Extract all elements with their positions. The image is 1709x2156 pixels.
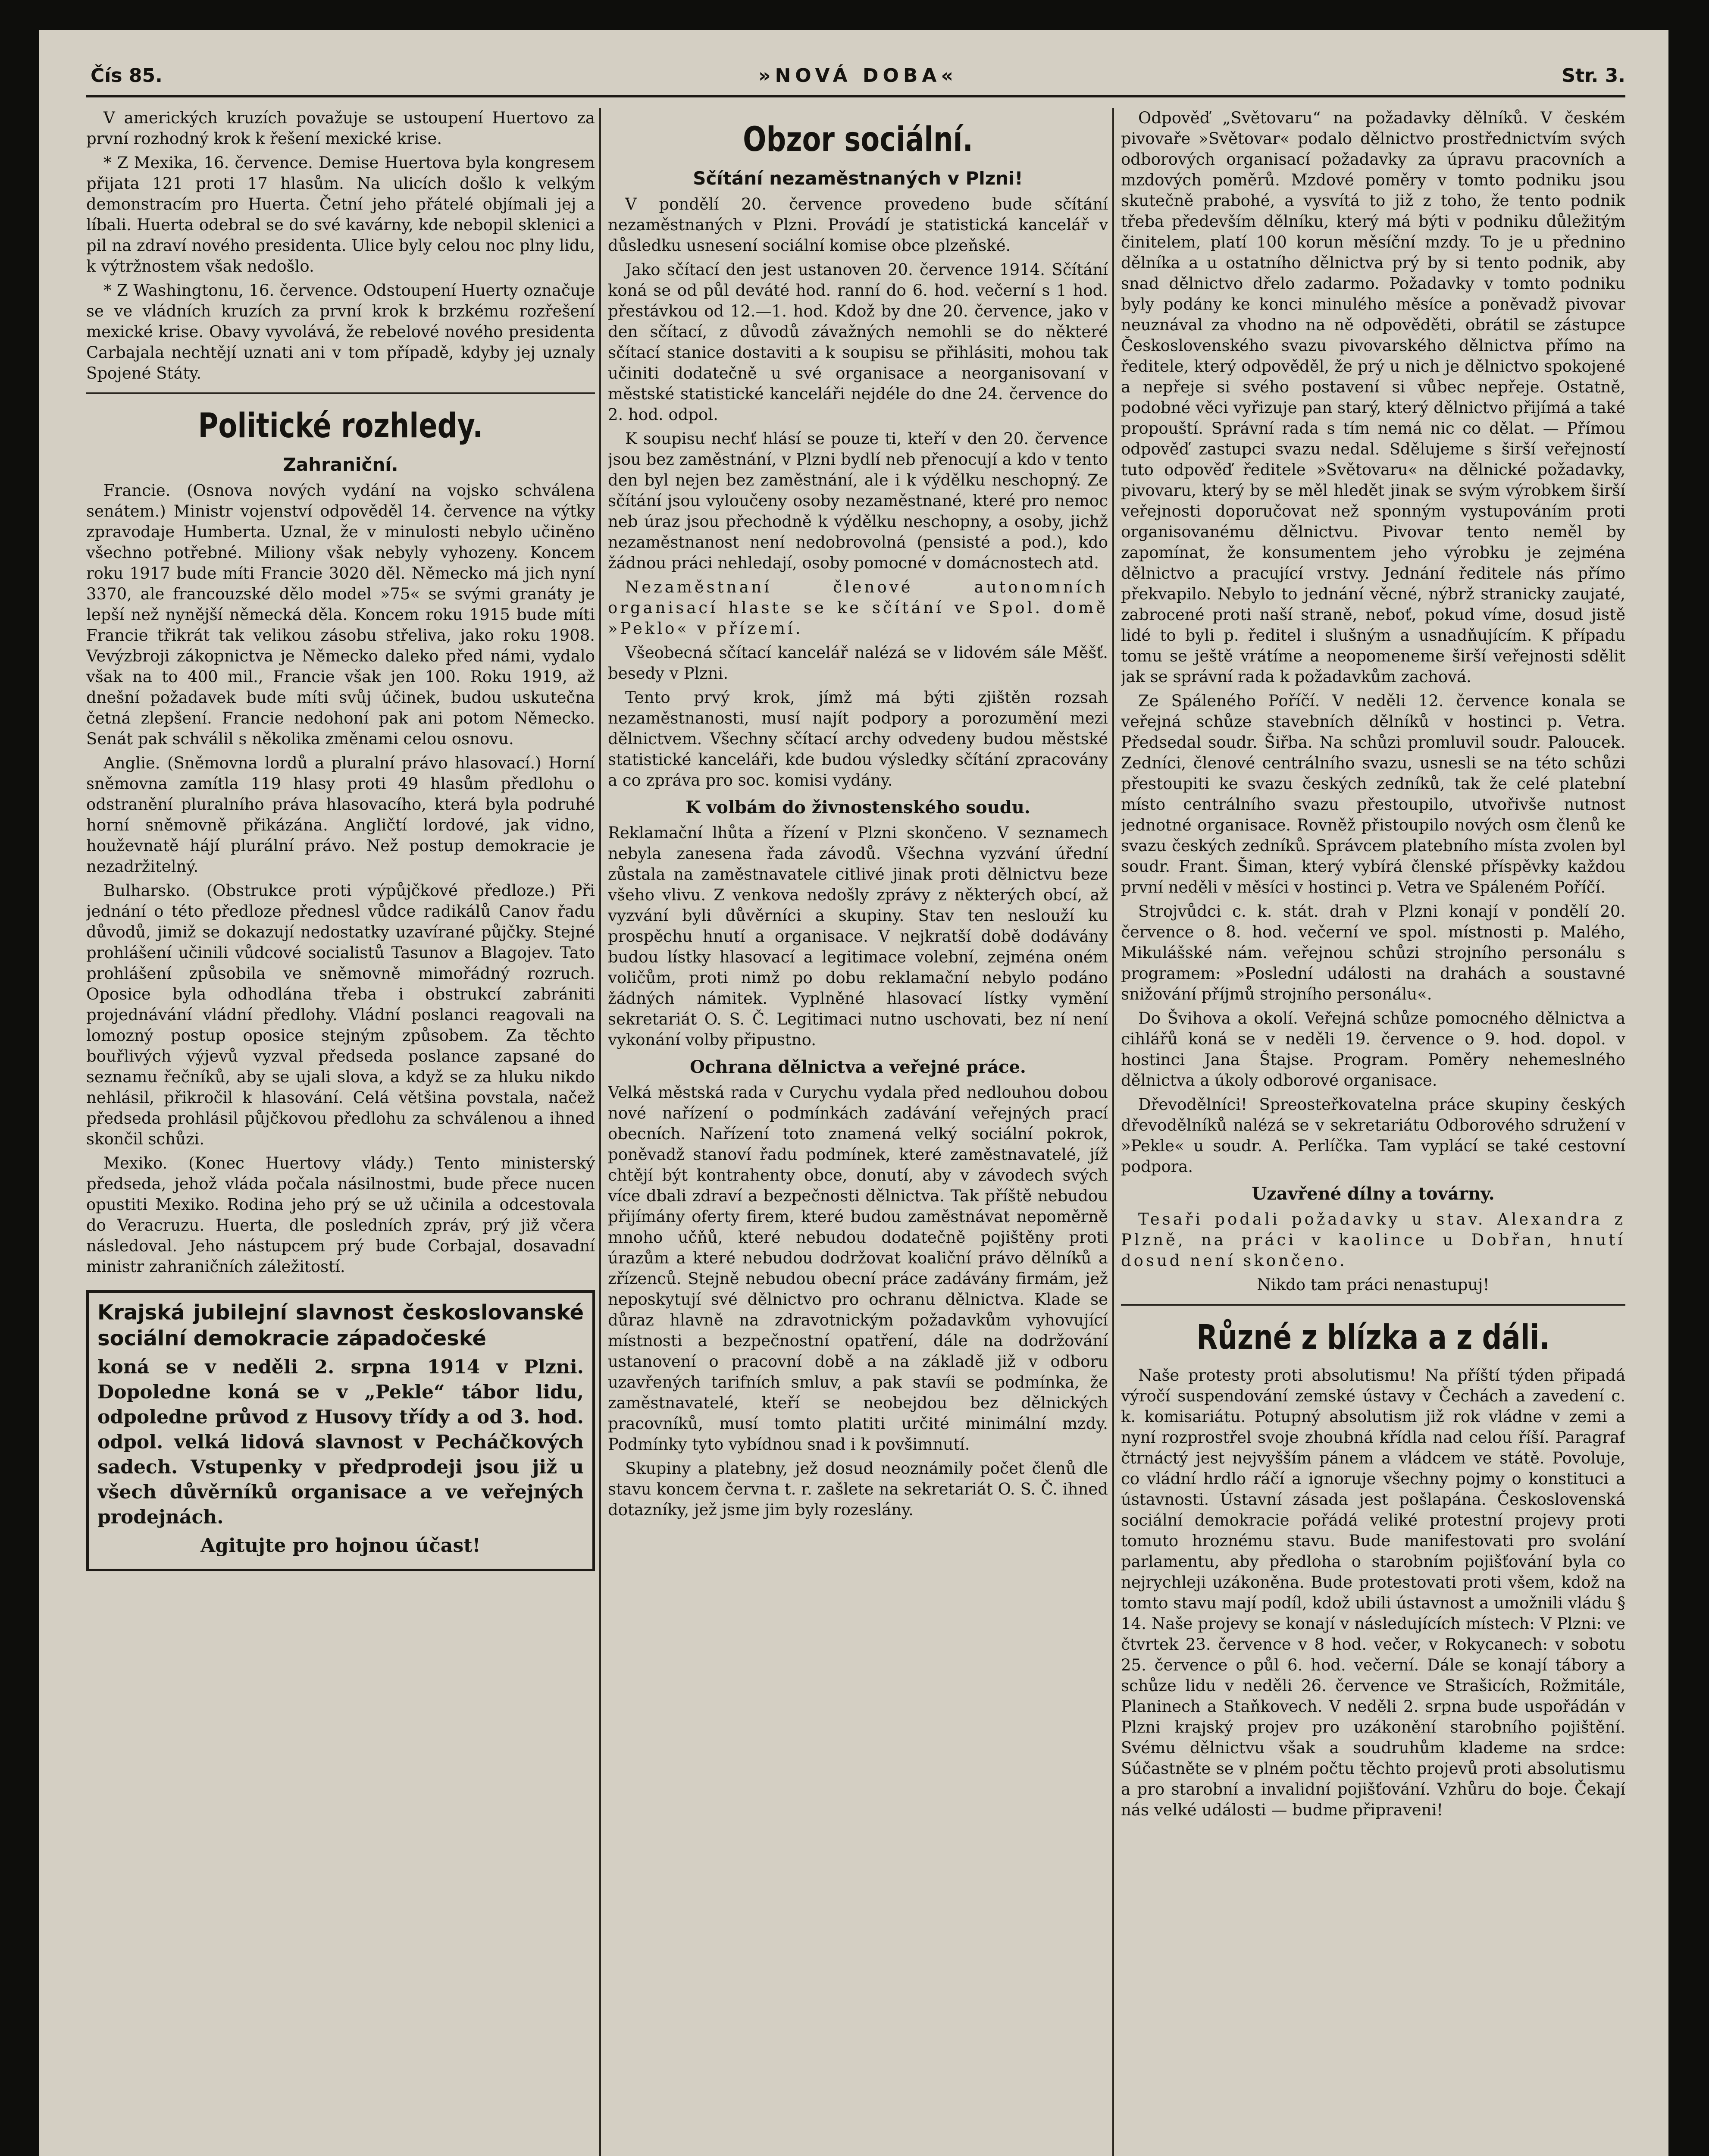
column-middle [608, 108, 1108, 2156]
article-paragraph: K soupisu nechť hlásí se pouze ti, kteří v den 20. července jsou bez zaměstnání, v Plzni bydlí neb přenocují a kdo v tento den byl nejen bez zaměstnání, ale i k výdělku neschopný. Ze sčítání jsou vyloučeny osoby nezaměstnané, které pro nemoc neb úraz jsou přechodně k výdělku neschopny, a osoby, jichž nezaměstnanost není nedobrovolná (pensisté a pod.), kdo žádnou práci nehledají, osoby pomocné v domácnostech atd. [608, 429, 1108, 572]
article-paragraph: * Z Washingtonu, 16. července. Odstoupení Huerty označuje se ve vládních kruzích za první krok k brzkému rozřešení mexické krise. Obavy vyvolává, že rebelové nového presidenta Carbajala nechtějí uznati ani v tom případě, kdyby jej uznaly Spojené Státy. [86, 281, 595, 382]
article-heading: K volbám do živnostenského soudu. [685, 797, 1030, 818]
article-paragraph: Všeobecná sčítací kancelář nalézá se v lidovém sále Měšť. besedy v Plzni. [608, 643, 1108, 683]
article-paragraph: Odpověď „Světovaru“ na požadavky dělníků. V českém pivovaře »Světovar« podalo dělnictvo prostřednictvím svých odborových organisací požadavky za úpravu pracovních a mzdových poměrů. Mzdové poměry v tomto podniku jsou skutečně prabohé, a vysvítá to již z toho, že tento podnik třeba především dělníku, který má býti v podniku důležitým činitelem, platí 100 korun měsíční mzdy. To je u přednino dělníka a u ostatního dělnictva prý by si tento podnik, aby snad dělnictvo dřelo zadarmo. Požadavky v tomto podniku byly podány ke konci minulého měsíce a poněvadž pivovar neuznával za vhodno na ně odpověděti, obrátil se zástupce Československého svazu pivovarského dělnictva přímo na ředitele, který odpověděl, že prý u nich je dělnictvo spokojené a nepřeje si svého postavení si vůbec nepřeje. Ostatně, podobné věci vyřizuje pan starý, který dělnictvo přijímá a také propouští. Správní rada s tím nemá nic co dělat. — Přímou odpověď zastupci svazu nedal. Sdělujeme s širší veřejností tuto odpověď ředitele »Světovaru« na dělnické požadavky, pivovaru, který by se měl hledět jinak se svým výrobkem širší veřejnosti doporučovat než sponným vystupováním proti organisovanému dělnictvu. Pivovar tento neměl by zapomínat, že konsumentem jeho výrobku je zejména dělnictvo a pracující vrstvy. Jednání ředitele nás přímo překvapilo. Nebylo to jednání věcné, nýbrž stranicky zaujaté, zabrocené proti naší straně, neboť, pokud víme, dosud jistě lidé to byli p. ředitel i slušným a usnadňujícím. K případu tomu se ještě vrátíme a neopomeneme širší veřejnosti sdělit jak se správní rada k požadavkům zachová. [1121, 109, 1625, 686]
section-heading-politics: Politické rozhledy. [198, 407, 483, 445]
article-paragraph: Naše protesty proti absolutismu! Na příští týden připadá výročí suspendování zemské ústavy v Čechách a zavedení c. k. komisariátu. Potupný absolutism již rok vládne v zemi a nyní rozprostřel svoje zhoubná křídla nad celou říší. Paragraf čtrnáctý jest nejvyšším pánem a vládcem ve státě. Povoluje, co vládní hrdlo ráčí a ignoruje všechny pojmy o konstituci a ústavnosti. Ústavní zásada jest pošlapána. Československá sociální demokracie pořádá veliké protestní projevy proti tomuto hroznému stavu. Bude manifestovati pro svolání parlamentu, aby předloha o starobním pojišťování byla co nejrychleji uzákoněna. Bude protestovati proti všem, kdož na tomto stavu mají podíl, kdož ubili ústavnost a umožnili vládu § 14. Naše projevy se konají v následujících místech: V Plzni: ve čtvrtek 23. července v 8 hod. večer, v Rokycanech: v sobotu 25. července o půl 6. hod. večerní. Dále se konají tábory a schůze lidu v neděli 26. července ve Strašicích, Rožmitále, Planinech a Staňkovech. V neděli 2. srpna bude uspořádán v Plzni krajský projev pro uzákonění starobního pojištění. Svému dělnictvu však a soudruhům klademe na srdce: Súčastněte se v plném počtu těchto projevů proti absolutismu a pro starobní a invalidní pojišťování. Vzhůru do boje. Čekají nás velké události — budme připraveni! [1121, 1366, 1625, 1819]
article-paragraph: Tesaři podali požadavky u stav. Alexandra z Plzně, na práci v kaolince u Dobřan, hnutí dosud není skončeno. [1121, 1210, 1625, 1270]
column-right [1121, 108, 1625, 2156]
article-paragraph: Anglie. (Sněmovna lordů a pluralní právo hlasovací.) Horní sněmovna zamítla 119 hlasy proti 49 hlasům předlohu o odstranění pluralního práva hlasovacího, která byla podruhé horní sněmovně přikázána. Angličtí lordové, jak vidno, houževnatě hájí plurální právo. Než postup demokracie je nezadržitelný. [86, 754, 595, 876]
announcement-text: koná se v neděli 2. srpna 1914 v Plzni. Dopoledne koná se v „Pekle“ tábor lidu, odpoledne průvod z Husovy třídy a od 3. hod. odpol. velká lidová slavnost v Pecháčkových sadech. Vstupenky v předprodeji jsou již u všech důvěrníků organisace a ve veřejných prodejnách. [97, 1356, 584, 1528]
article-heading: Ochrana dělnictva a veřejné práce. [690, 1057, 1026, 1077]
article-paragraph: * Z Mexika, 16. července. Demise Huertova byla kongresem přijata 121 proti 17 hlasům. Na ulicích došlo k velkým demonstracím pro Huerta. Četní jeho přátelé objímali jej a líbali. Huerta odebral se do své kavárny, kde nebopil sklenici a pil na zdraví nového presidenta. Ulice byly celou noc plny lidu, k výtržnostem však nedošlo. [86, 154, 595, 276]
article-paragraph: V pondělí 20. července provedeno bude sčítání nezaměstnaných v Plzni. Provádí je statistická kancelář v důsledku usnesení sociální komise obce plzeňské. [608, 195, 1108, 255]
article-paragraph: Ze Spáleného Poříčí. V neděli 12. července konala se veřejná schůze stavebních dělníků v hostinci p. Vetra. Předsedal soudr. Šiřba. Na schůzi promluvil soudr. Paloucek. Zedníci, členové centrálního svazu, usnesli se na této schůzi přestoupiti ke svazu českých zedníků, tak že celé platební místo centrálního svazu přestoupilo, utvořivše nutnost jednotné organisace. Rovněž přistoupilo nových osm členů ke svazu českých zedníků. Správcem platebního místa zvolen byl soudr. Frant. Šiman, který vybírá členské příspěvky každou první neděli v měsíci v hostinci p. Vetra ve Spáleném Poříčí. [1121, 692, 1625, 896]
column-divider [1112, 108, 1114, 2156]
article-paragraph: Tento prvý krok, jímž má býti zjištěn rozsah nezaměstnanosti, musí najít podpory a porozumění mezi dělnictvem. Všechny sčítací archy odvedeny budou městské statistické kanceláři, kde budou výsledky sčítání zpracovány a co zpráva pro soc. komisi vydány. [608, 688, 1108, 790]
newspaper-page [39, 30, 1668, 2156]
newspaper-title: »NOVÁ DOBA« [758, 65, 958, 87]
article-paragraph: Strojvůdci c. k. stát. drah v Plzni konají v pondělí 20. července o 8. hod. večerní ve spol. místnosti p. Malého, Mikulášské nám. veřejnou schůzi strojního personálu s programem: »Poslední události na drahách a soustavné snižování příjmů strojního personálu«. [1121, 902, 1625, 1003]
section-rule [1121, 1304, 1625, 1306]
article-paragraph: Reklamační lhůta a řízení v Plzni skončeno. V seznamech nebyla zanesena řada závodů. Všechna vyzvání úřední zůstala na zaměstnavatele citlivé jinak proti dělnictvu beze všeho vlivu. Z venkova nedošly zprávy z některých obcí, až vyzvání byli důvěrníci a skupiny. Stav ten neslouží ku prospěchu hnutí a organisace. V nejkratší době dodávány budou lístky hlasovací a legitimace volební, zejména oném voličům, proti nimž po dobu reklamační nebylo podáno žádných námitek. Vyplněné hlasovací lístky vymění sekretariát O. S. Č. Legitimaci nutno uschovati, bez ní není vykonání volby připustno. [608, 824, 1108, 1049]
column-divider [599, 108, 601, 2156]
article-paragraph: Mexiko. (Konec Huertovy vlády.) Tento ministerský předseda, jehož vláda počala násilnostmi, bude přece nucen opustiti Mexiko. Rodina jeho prý se už učinila a odcestovala do Veracruzu. Huerta, dle posledních zpráv, prý již včera následoval. Jeho nástupcem prý bude Corbajal, dosavadní ministr zahraničních záležitostí. [86, 1154, 595, 1276]
article-paragraph: Bulharsko. (Obstrukce proti výpůjčkové předloze.) Při jednání o této předloze přednesl vůdce radikálů Canov řadu důvodů, jimiž se dokazují nedostatky uzavírané půjčky. Stejné prohlášení učinili vůdcové socialistů Tasunov a Blagojev. Tato prohlášení způsobila ve sněmovně mimořádný rozruch. Oposice byla odhodlána třeba i obstrukcí zabrániti projednávání vládní předlohy. Vládní poslanci reagovali na lomozný postup oposice stejným způsobem. Za těchto bouřlivých výjevů vyzval předseda poslance zapsané do seznamu řečníků, aby se ujali slova, a když se za hluku nikdo nehlásil, přikročil k hlasování. Celá většina povstala, načež předseda prohlásil půjčkovou předlohu za schválenou a ihned skončil schůzi. [86, 881, 595, 1148]
article-paragraph: V amerických kruzích považuje se ustoupení Huertovo za první rozhodný krok k řešení mexické krise. [86, 109, 595, 148]
masthead-rule [86, 95, 1625, 97]
article-paragraph: Do Švihova a okolí. Veřejná schůze pomocného dělnictva a cihlářů koná se v neděli 19. července o 9. hod. dopol. v hostinci Jana Štajse. Program. Poměry nehemeslného dělnictva a úkoly odborové organisace. [1121, 1009, 1625, 1090]
issue-number: Čís 85. [91, 65, 163, 87]
article-paragraph: Nezaměstnaní členové autonomních organisací hlaste se ke sčítání ve Spol. domě »Peklo« v přízemí. [608, 578, 1108, 638]
section-heading-social: Obzor sociální. [743, 120, 973, 159]
article-heading: Uzavřené dílny a továrny. [1252, 1184, 1495, 1204]
announcement-lead: Krajská jubilejní slavnost českoslovanské sociální demokracie západočeské [97, 1300, 584, 1351]
article-paragraph: Velká městská rada v Curychu vydala před nedlouhou dobou nové nařízení o podmínkách zadávání veřejných prací obecních. Nařízení toto znamená velký sociální pokrok, poněvadž stanoví řadu podmínek, které zaměstnavatelé, jíž chtějí být kontrahenty obce, donutí, aby v závodech svých více dbali zdraví a bezpečnosti dělnictva. Tak příště nebudou přijímány oferty firem, které budou zaměstnávat nepoměrně mnoho učňů, které nebudou dodatečně pojištěny proti úrazům a které nebudou dodržovat koaliční právo dělníků a zřízenců. Stejně nebudou obecní práce zadávány firmám, jež neposkytují své dělnictvo pro ochranu dělnictva. Klade se důraz hlavně na zdravotnickým požadavkům vyhovující místnosti a bezpečnostní opatření, dále na dodržování ustanovení o pracovní době a na základě již v odboru uzavřených tarifních smluv, a pak stavíi se podmínka, že zaměstnavatelé, kteří se neobejdou bez dělnických pracovníků, musí tomto platiti určité minimální mzdy. Podmínky tyto vybídnou snad i k povšimnutí. [608, 1083, 1108, 1454]
column-left [86, 108, 595, 2156]
article-paragraph: Skupiny a platebny, jež dosud neoznámily počet členů dle stavu koncem června t. r. zašlete na sekretariát O. S. Č. ihned dotazníky, jež jsme jim byly rozeslány. [608, 1459, 1108, 1519]
section-subheading: Sčítání nezaměstnaných v Plzni! [693, 168, 1023, 189]
article-paragraph: Dřevodělníci! Spreosteřkovatelna práce skupiny českých dřevodělníků nalézá se v sekretariátu Odborového sdružení v »Pekle« u soudr. A. Perlíčka. Tam vyplácí se také cestovní podpora. [1121, 1095, 1625, 1176]
section-subheading: Zahraniční. [283, 454, 398, 475]
article-paragraph: Jako sčítací den jest ustanoven 20. července 1914. Sčítání koná se od půl deváté hod. ranní do 6. hod. večerní s 1 hod. přestávkou od 12.—1. hod. Kdož by dne 20. července, jako v den sčítací, z důvodů závažných nemohli se do některé sčítací stanice dostaviti a k soupisu se přihlásiti, mohou tak učiniti dodatečně u své organisace a neorganisovaní v městské statistické kanceláři nejdéle do dne 24. července do 2. hod. odpol. [608, 260, 1108, 424]
masthead [91, 65, 1625, 95]
article-closing: Nikdo tam práci nenastupuj! [1257, 1275, 1490, 1294]
section-heading-various: Různé z blízka a z dáli. [1196, 1318, 1550, 1357]
page-number: Str. 3. [1562, 65, 1625, 87]
announcement-closing: Agitujte pro hojnou účast! [200, 1535, 481, 1557]
announcement-box [86, 1290, 595, 1571]
section-rule [86, 392, 595, 394]
article-paragraph: Francie. (Osnova nových vydání na vojsko schválena senátem.) Ministr vojenství odpověděl 14. července na výtky zpravodaje Humberta. Uznal, že v minulosti nebylo učiněno všechno potřebné. Miliony však nebyly vyhozeny. Koncem roku 1917 bude míti Francie 3020 děl. Německo má jich nyní 3370, ale francouzské dělo model »75« se svými granáty je lepší než nynější německá děla. Koncem roku 1915 bude míti Francie třikrát tak velikou zásobu střeliva, jako roku 1908. Vevýzbroji zákopnictva je Německo daleko před námi, vydalo však na to 400 mil., Francie však jen 100. Roku 1919, až dnešní požadavek bude míti svůj účinek, budou uskutečna četná zlepšení. Francie nedohoní pak ani potom Německo. Senát pak schválil s několika změnami celou osnovu. [86, 481, 595, 748]
